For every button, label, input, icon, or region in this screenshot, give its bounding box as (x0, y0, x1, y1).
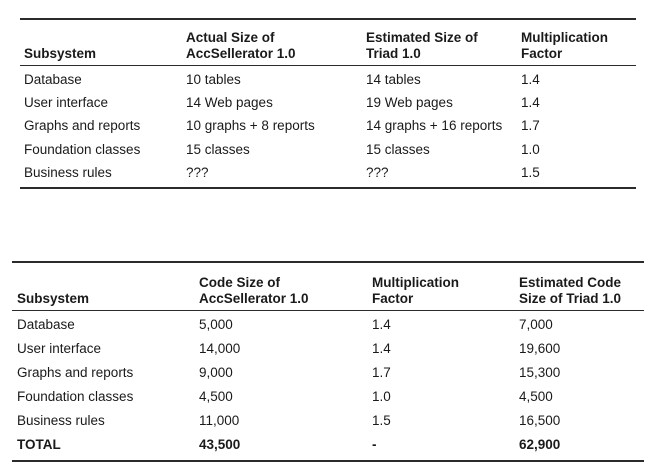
cell-factor: 1.0 (372, 389, 391, 404)
table-row (12, 385, 644, 409)
cell-estimated-size: ??? (366, 164, 389, 180)
code-size-estimate-table (12, 261, 644, 462)
header-estimated-size: Estimated Size of Triad 1.0 (366, 30, 478, 61)
cell-subsystem: Graphs and reports (17, 365, 134, 380)
cell-subsystem: User interface (24, 95, 109, 111)
cell-factor: 1.7 (521, 118, 540, 134)
header-subsystem: Subsystem (24, 46, 97, 61)
header-multiplication-factor: Multiplication Factor (372, 275, 459, 306)
table-row (20, 114, 636, 137)
table-row (12, 337, 644, 361)
header-code-size: Code Size of AccSellerator 1.0 (199, 275, 309, 306)
cell-estimated-size: 14 graphs + 16 reports (366, 118, 503, 134)
cell-code-size: 5,000 (199, 317, 233, 332)
cell-actual-size: ??? (186, 164, 209, 180)
cell-code-size: 9,000 (199, 365, 233, 380)
cell-subsystem: Foundation classes (17, 389, 134, 404)
cell-factor: 1.4 (372, 341, 391, 356)
cell-actual-size: 14 Web pages (186, 95, 273, 111)
cell-subsystem: Business rules (24, 164, 112, 180)
cell-estimated-size: 19 Web pages (366, 95, 453, 111)
cell-subsystem: Foundation classes (24, 141, 141, 157)
cell-estimated-code-size: 4,500 (519, 389, 553, 404)
table-header (20, 20, 636, 66)
size-comparison-table (20, 18, 636, 189)
cell-code-size: 14,000 (199, 341, 241, 356)
cell-subsystem: User interface (17, 341, 102, 356)
table-body (20, 68, 636, 187)
header-multiplication-factor: Multiplication Factor (521, 30, 608, 61)
cell-estimated-code-size: 7,000 (519, 317, 553, 332)
header-subsystem: Subsystem (17, 291, 90, 306)
cell-subsystem: Database (17, 317, 75, 332)
cell-total-label: TOTAL (17, 437, 61, 452)
cell-factor: 1.4 (372, 317, 391, 332)
cell-total-code-size: 43,500 (199, 437, 241, 452)
cell-total-estimated-code-size: 62,900 (519, 437, 561, 452)
table-row (12, 361, 644, 385)
cell-code-size: 11,000 (199, 413, 240, 428)
table-row (12, 409, 644, 433)
cell-actual-size: 10 graphs + 8 reports (186, 118, 315, 134)
cell-subsystem: Business rules (17, 413, 105, 428)
cell-factor: 1.5 (372, 413, 391, 428)
cell-estimated-code-size: 19,600 (519, 341, 561, 356)
table-body (12, 313, 644, 460)
cell-code-size: 4,500 (199, 389, 233, 404)
cell-factor: 1.4 (521, 95, 540, 111)
cell-subsystem: Graphs and reports (24, 118, 141, 134)
table-row (20, 91, 636, 114)
cell-actual-size: 15 classes (186, 141, 250, 157)
cell-estimated-size: 15 classes (366, 141, 430, 157)
cell-estimated-size: 14 tables (366, 72, 421, 87)
cell-subsystem: Database (24, 72, 82, 87)
cell-factor: 1.0 (521, 141, 540, 157)
cell-estimated-code-size: 16,500 (519, 413, 561, 428)
table-row (12, 313, 644, 337)
cell-total-factor: - (372, 437, 377, 452)
table-header (12, 263, 644, 311)
header-actual-size: Actual Size of AccSellerator 1.0 (186, 30, 296, 61)
header-estimated-code-size: Estimated Code Size of Triad 1.0 (519, 275, 622, 306)
table-row (20, 161, 636, 184)
cell-factor: 1.4 (521, 72, 540, 87)
cell-factor: 1.7 (372, 365, 391, 380)
cell-factor: 1.5 (521, 164, 540, 180)
table-row (20, 68, 636, 91)
total-row (12, 433, 644, 457)
cell-actual-size: 10 tables (186, 72, 241, 87)
cell-estimated-code-size: 15,300 (519, 365, 561, 380)
table-row (20, 138, 636, 161)
